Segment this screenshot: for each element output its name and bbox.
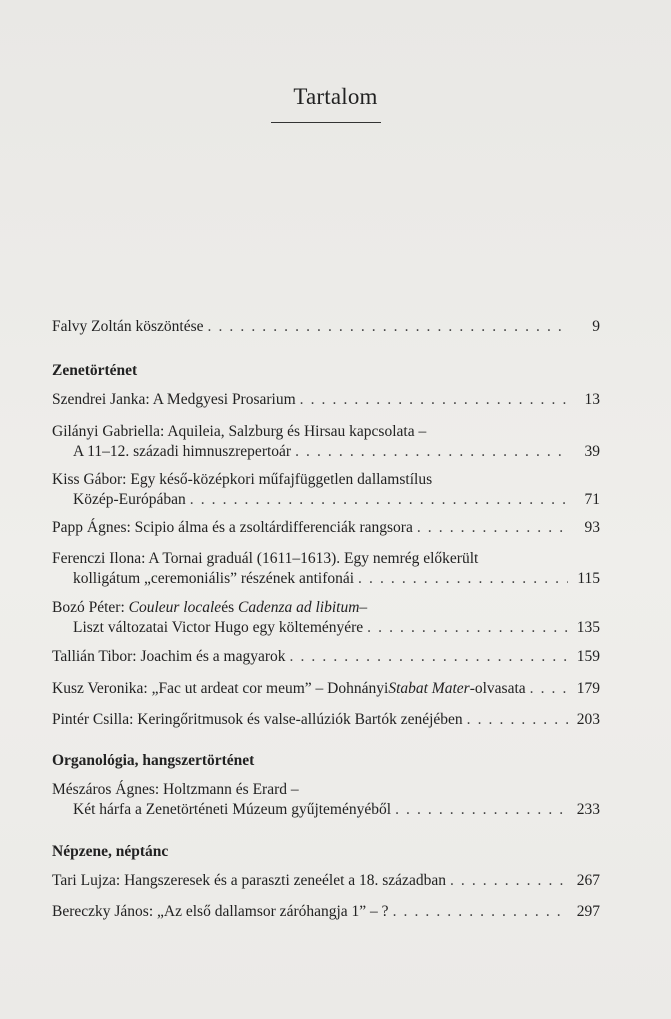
toc-entry <box>52 550 600 590</box>
leader-dots <box>295 443 568 461</box>
leader-dots <box>300 391 568 409</box>
entry-italic: Stabat Mater <box>388 680 470 697</box>
toc-entry <box>52 711 600 731</box>
leader-dots <box>530 680 568 698</box>
toc-entry <box>52 903 600 923</box>
toc-entry <box>52 648 600 668</box>
leader-dots <box>208 318 568 336</box>
page-number: 267 <box>576 872 600 889</box>
entry-italic: Cadenza ad libitum <box>237 599 360 616</box>
entry-conj: és <box>221 599 235 616</box>
entry-title: Kusz Veronika: „Fac ut ardeat cor meum” – Dohnányi <box>52 680 389 697</box>
toc-entry <box>52 872 600 892</box>
toc-entry <box>52 423 600 463</box>
entry-title: Szendrei Janka: A Medgyesi Prosarium <box>52 391 296 408</box>
page-number: 159 <box>576 648 600 665</box>
entry-title: Tari Lujza: Hangszeresek és a paraszti zeneélet a 18. században <box>52 872 446 889</box>
entry-title-cont: Két hárfa a Zenetörténeti Múzeum gyűjteményéből <box>73 801 392 818</box>
page-number: 135 <box>576 619 600 636</box>
entry-title: Tallián Tibor: Joachim és a magyarok <box>52 648 286 665</box>
page-number: 93 <box>584 519 600 536</box>
toc-entry <box>52 391 600 411</box>
entry-title-cont: Közép-Európában <box>73 491 186 508</box>
entry-title: Ferenczi Ilona: A Tornai graduál (1611–1613). Egy nemrég előkerült <box>52 550 479 567</box>
page-number: 115 <box>577 570 600 587</box>
page-number: 297 <box>576 903 600 920</box>
entry-dash: – <box>359 599 368 616</box>
leader-dots <box>393 903 568 921</box>
entry-title: Bereczky János: „Az első dallamsor záróhangja 1” – ? <box>52 903 389 920</box>
leader-dots <box>358 570 568 588</box>
leader-dots <box>290 648 568 666</box>
page-number: 13 <box>584 391 600 408</box>
page-number: 203 <box>576 711 600 728</box>
entry-italic: Couleur locale <box>128 599 222 616</box>
entry-author: Bozó Péter: <box>52 599 125 616</box>
leader-dots <box>367 619 568 637</box>
section-heading: Zenetörténet <box>52 362 138 379</box>
leader-dots <box>395 801 568 819</box>
entry-title: Pintér Csilla: Keringőritmusok és valse-allúziók Bartók zenéjében <box>52 711 463 728</box>
page-number: 39 <box>584 443 600 460</box>
page-title: Tartalom <box>293 84 378 109</box>
toc-entry <box>52 318 600 338</box>
entry-title: Papp Ágnes: Scipio álma és a zsoltárdifferenciák rangsora <box>52 519 413 536</box>
leader-dots <box>417 519 568 537</box>
page-number: 179 <box>576 680 600 697</box>
entry-title: Mészáros Ágnes: Holtzmann és Erard – <box>52 781 299 798</box>
entry-title-cont: Liszt változatai Victor Hugo egy költeményére <box>73 619 364 636</box>
toc-entry <box>52 599 600 639</box>
entry-title-cont: A 11–12. századi himnuszrepertoár <box>73 443 292 460</box>
page-number: 9 <box>592 318 600 335</box>
section-heading: Népzene, néptánc <box>52 843 169 860</box>
title-underline <box>271 122 381 123</box>
entry-title: Falvy Zoltán köszöntése <box>52 318 204 335</box>
entry-title: Kiss Gábor: Egy késő-középkori műfajfüggetlen dallamstílus <box>52 471 433 488</box>
section-heading: Organológia, hangszertörténet <box>52 752 255 769</box>
page-number: 233 <box>576 801 600 818</box>
entry-suffix: -olvasata <box>469 680 526 697</box>
toc-entry <box>52 519 600 539</box>
toc-entry <box>52 781 600 821</box>
toc-entry <box>52 680 600 700</box>
leader-dots <box>450 872 568 890</box>
entry-title: Gilányi Gabriella: Aquileia, Salzburg és Hirsau kapcsolata – <box>52 423 427 440</box>
page-number: 71 <box>584 491 600 508</box>
leader-dots <box>467 711 568 729</box>
toc-entry <box>52 471 600 511</box>
entry-title-cont: kolligátum „ceremoniális” részének antifonái <box>73 570 355 587</box>
leader-dots <box>190 491 568 509</box>
